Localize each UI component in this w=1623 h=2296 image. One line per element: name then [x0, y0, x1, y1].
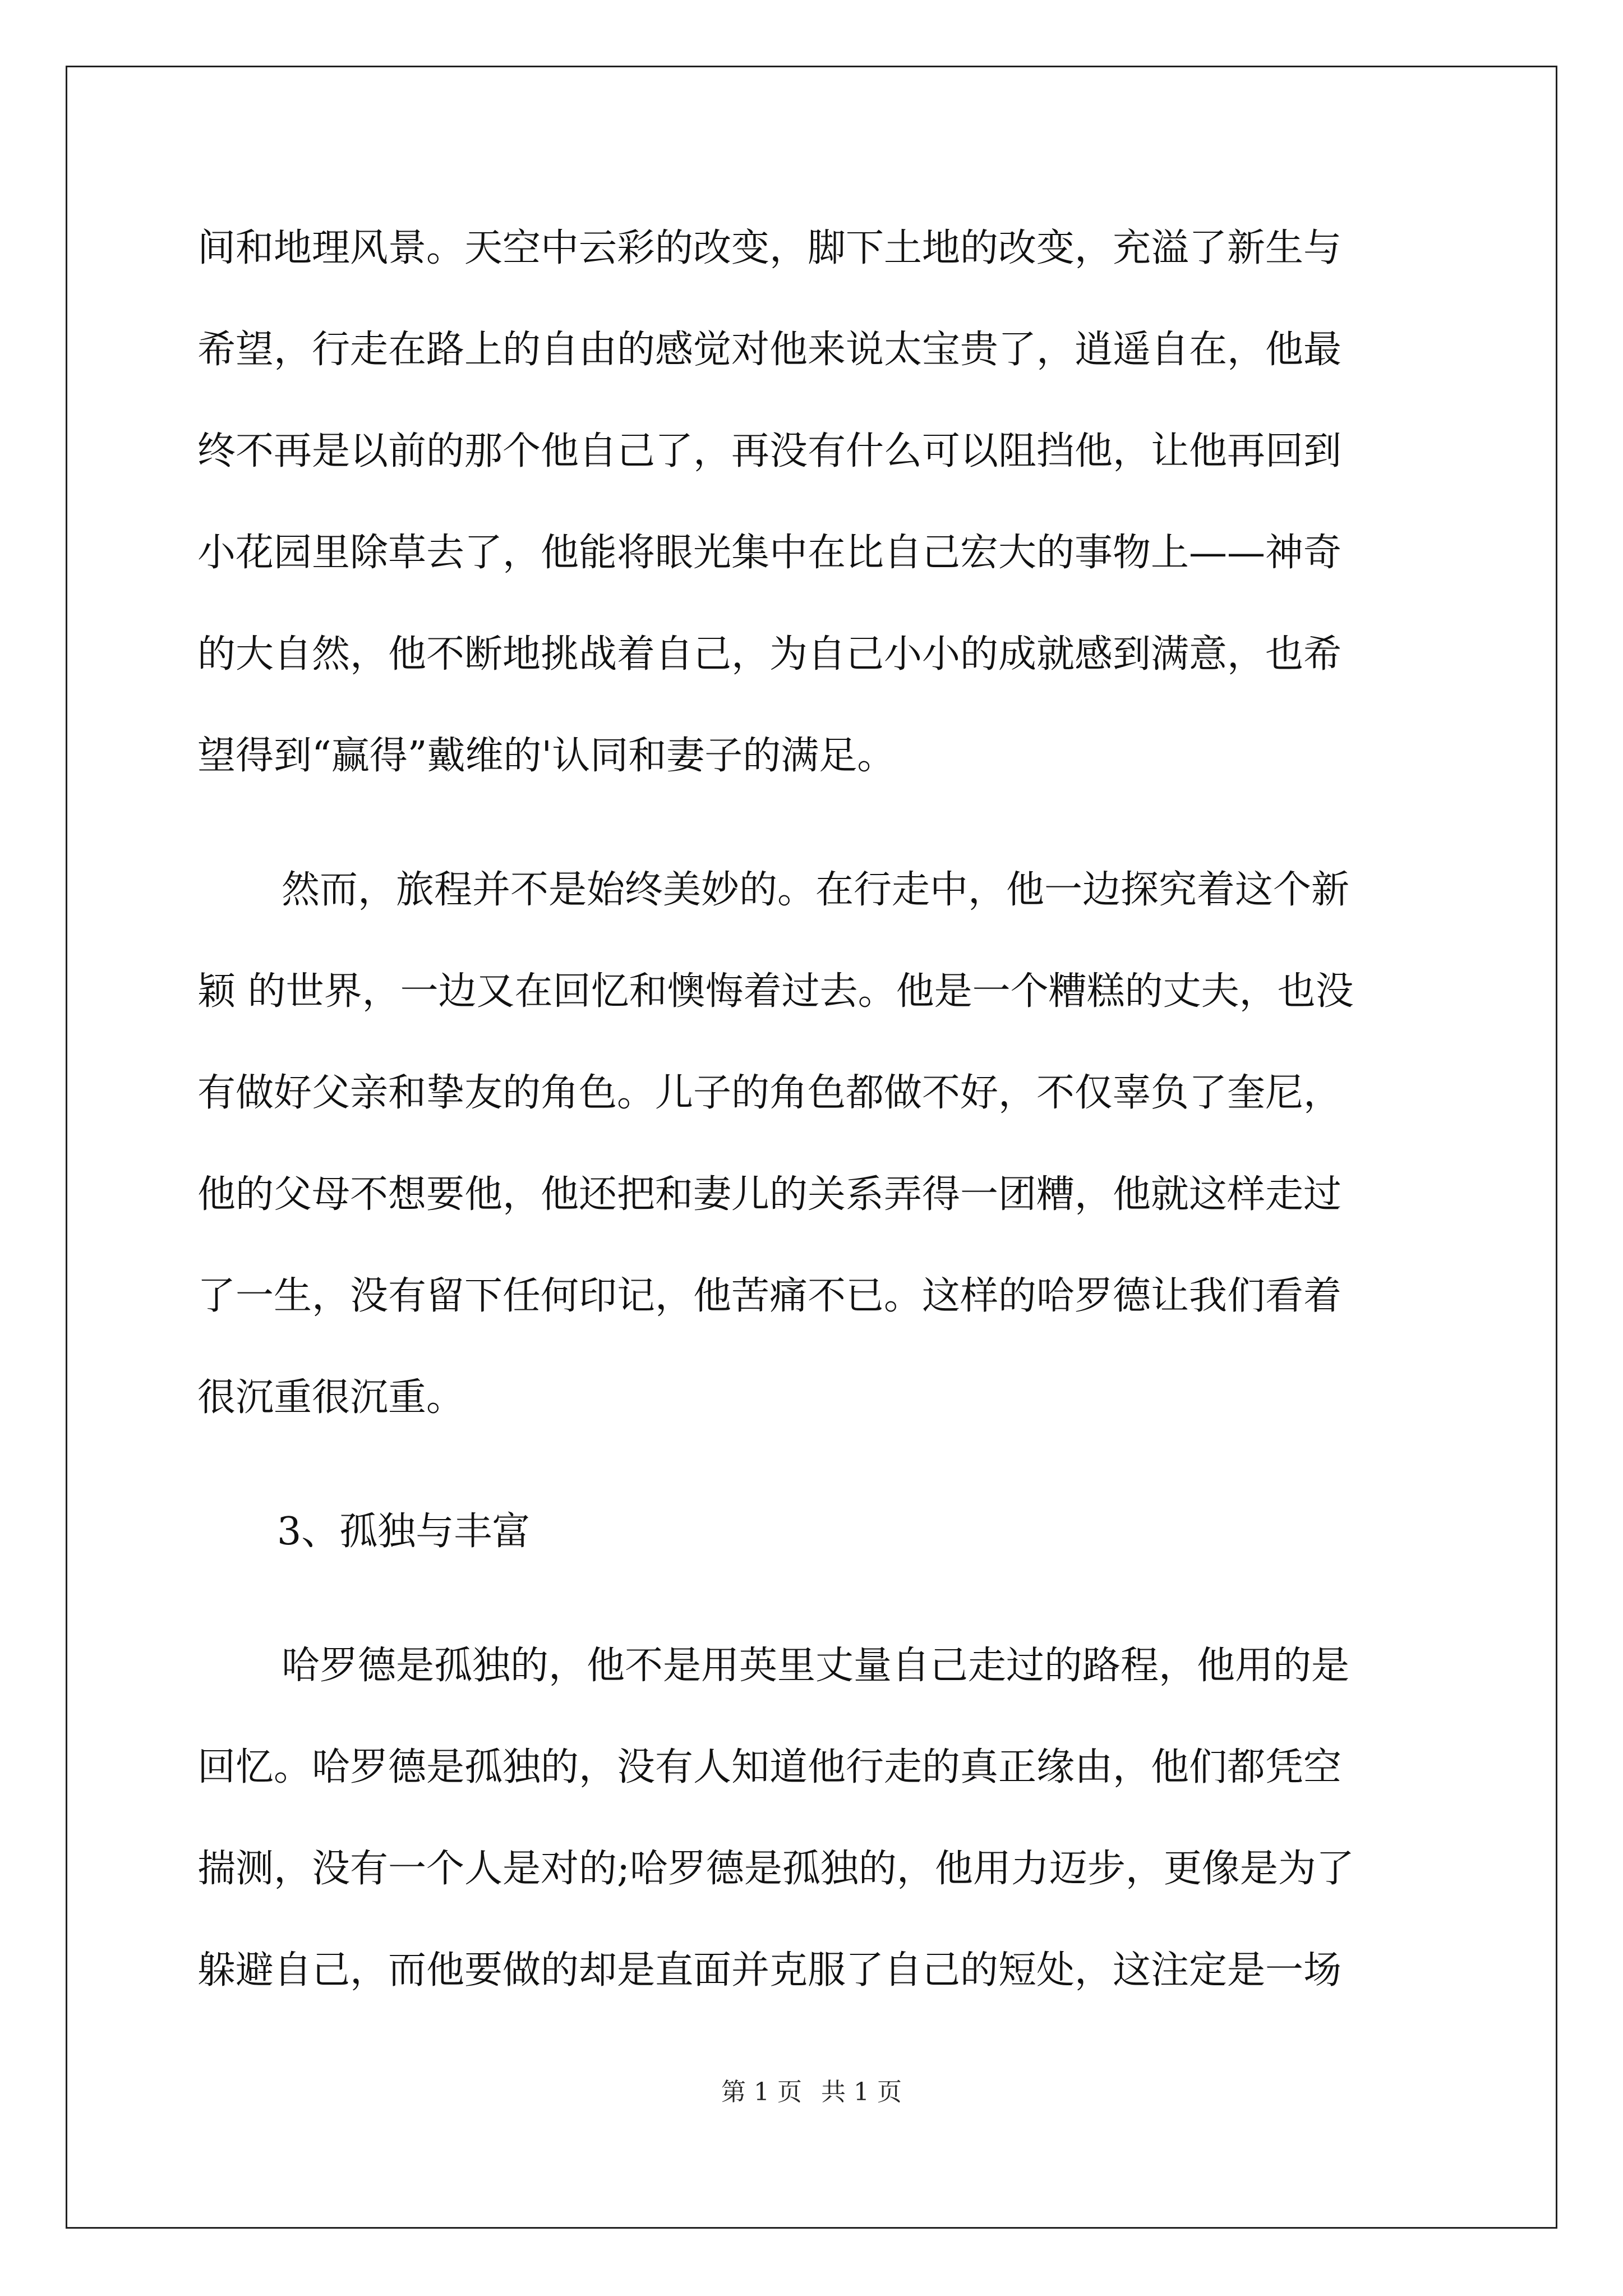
- text-line: 很沉重很沉重。: [197, 1375, 465, 1420]
- section-heading: 3、孤独与丰富: [277, 1510, 531, 1554]
- paragraph-first-line: 哈罗德是孤独的，他不是用英里丈量自己走过的路程，他用的是: [282, 1644, 1350, 1688]
- text-line: 了一生，没有留下任何印记，他苦痛不已。这样的哈罗德让我们看着: [197, 1274, 1342, 1318]
- text-line: 颖 的世界，一边又在回忆和懊悔着过去。他是一个糟糕的丈夫，也没: [197, 969, 1354, 1014]
- text-line: 望得到“赢得”戴维的'认同和妻子的满足。: [197, 734, 896, 778]
- text-line: 小花园里除草去了，他能将眼光集中在比自己宏大的事物上——神奇: [197, 531, 1342, 575]
- paragraph-first-line: 然而，旅程并不是始终美妙的。在行走中，他一边探究着这个新: [282, 868, 1350, 912]
- text-line: 回忆。哈罗德是孤独的，没有人知道他行走的真正缘由，他们都凭空: [197, 1745, 1342, 1789]
- text-line: 终不再是以前的那个他自己了，再没有什么可以阻挡他，让他再回到: [197, 429, 1342, 473]
- page-number: 第 1 页: [721, 2078, 802, 2106]
- page-total: 共 1 页: [821, 2078, 902, 2106]
- text-line: 躲避自己，而他要做的却是直面并克服了自己的短处，这注定是一场: [197, 1948, 1342, 1993]
- text-line: 有做好父亲和挚友的角色。儿子的角色都做不好，不仅辜负了奎尼，: [197, 1071, 1342, 1115]
- text-line: 希望，行走在路上的自由的感觉对他来说太宝贵了，逍遥自在，他最: [197, 328, 1342, 372]
- page-footer: [0, 2076, 1623, 2109]
- text-line: 间和地理风景。天空中云彩的改变，脚下土地的改变，充溢了新生与: [197, 226, 1342, 270]
- text-line: 他的父母不想要他，他还把和妻儿的关系弄得一团糟，他就这样走过: [197, 1172, 1342, 1217]
- text-line: 的大自然，他不断地挑战着自己，为自己小小的成就感到满意，也希: [197, 632, 1342, 677]
- text-line: 揣测，没有一个人是对的;哈罗德是孤独的，他用力迈步，更像是为了: [197, 1847, 1354, 1891]
- page-border: [66, 66, 1557, 2229]
